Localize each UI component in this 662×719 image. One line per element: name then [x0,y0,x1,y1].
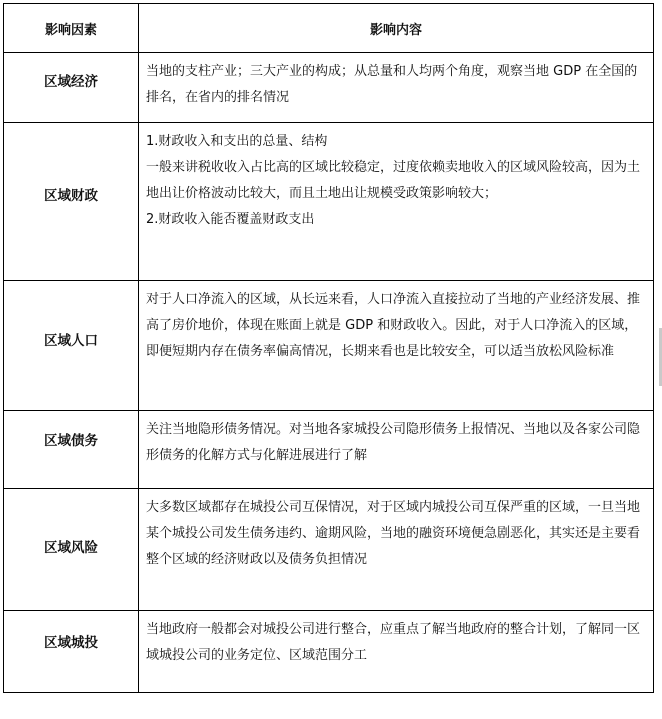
content-paragraph: 关注当地隐形债务情况。对当地各家城投公司隐形债务上报情况、当地以及各家公司隐形债务的化解方式与化解进展进行了解 [146,422,641,463]
content-cell [139,281,654,411]
content-cell [139,489,654,611]
content-paragraph: 一般来讲税收收入占比高的区域比较稳定，过度依赖卖地收入的区域风险较高，因为土地出让价格波动比较大，而且土地出让规模受政策影响较大； [146,160,641,201]
factor-label: 区域人口 [44,333,98,349]
factor-cell [4,489,139,611]
header-factor: 影响因素 [4,4,139,53]
factor-label: 区域财政 [44,188,98,204]
table-row [4,281,654,411]
content-paragraph: 大多数区域都存在城投公司互保情况，对于区域内城投公司互保严重的区域，一旦当地某个城投公司发生债务违约、逾期风险，当地的融资环境便急剧恶化，其实还是主要看整个区域的经济财政以及债务负担情况 [146,500,641,567]
content-paragraph: 当地的支柱产业；三大产业的构成；从总量和人均两个角度，观察当地 GDP 在全国的排名，在省内的排名情况 [146,64,638,105]
factor-cell [4,53,139,123]
content-paragraph: 当地政府一般都会对城投公司进行整合，应重点了解当地政府的整合计划，了解同一区域城投公司的业务定位、区域范围分工 [146,622,641,663]
table-row [4,123,654,281]
content-cell [139,123,654,281]
header-row [4,4,654,53]
table-row [4,611,654,693]
factor-label: 区域债务 [44,433,98,449]
content-cell [139,411,654,489]
header-content: 影响内容 [139,4,654,53]
factor-cell [4,123,139,281]
factor-label: 区域风险 [44,540,98,556]
factor-label: 区域城投 [44,635,98,651]
factor-cell [4,611,139,693]
table-row [4,53,654,123]
influence-factors-table [3,3,654,693]
content-cell [139,53,654,123]
content-paragraph: 对于人口净流入的区域，从长远来看，人口净流入直接拉动了当地的产业经济发展、推高了房价地价，体现在账面上就是 GDP 和财政收入。因此，对于人口净流入的区域，即便短期内存在债务率偏高情况，长期来看也是比较安全，可以适当放松风险标准 [146,292,641,359]
content-cell [139,611,654,693]
table-row [4,411,654,489]
factor-cell [4,411,139,489]
factor-cell [4,281,139,411]
content-paragraph: 1.财政收入和支出的总量、结构 [146,134,328,149]
content-paragraph: 2.财政收入能否覆盖财政支出 [146,212,315,227]
factor-label: 区域经济 [44,74,98,90]
table-row [4,489,654,611]
